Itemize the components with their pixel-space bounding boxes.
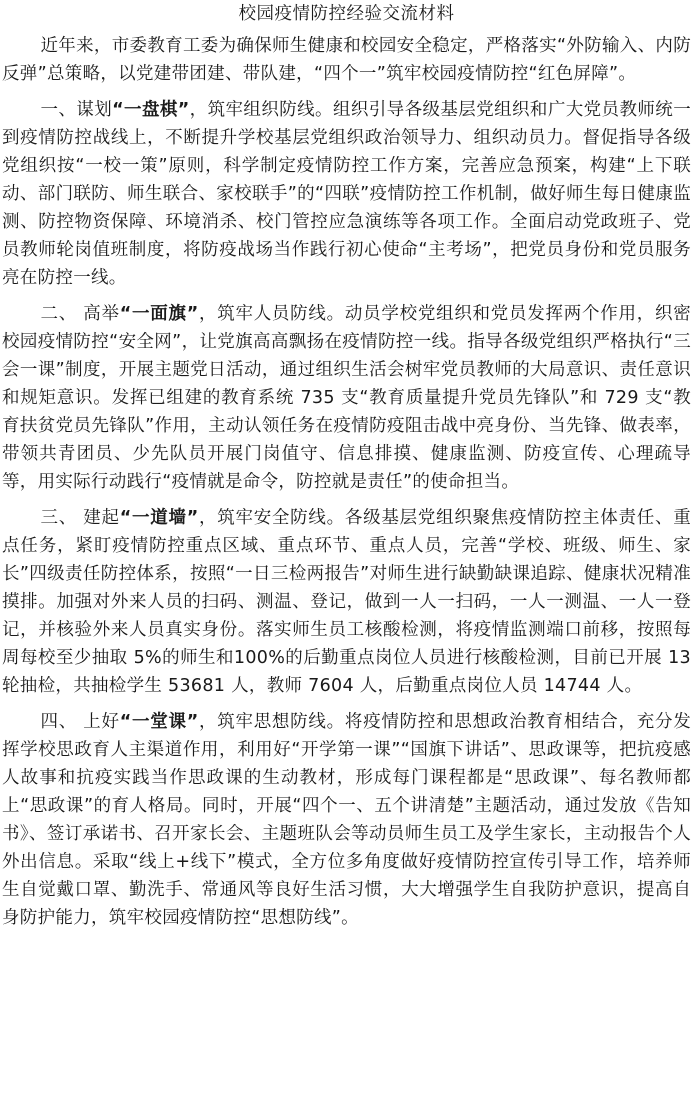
paragraph-intro: [2, 32, 691, 88]
section-3-text: ，筑牢安全防线。各级基层党组织聚焦疫情防控主体责任、重点任务，紧盯疫情防控重点区域、重点环节、重点人员，完善“学校、班级、师生、家长”四级责任防控体系，按照“一日三检两报告”对师生进行缺勤缺课追踪、健康状况精准摸排。加强对外来人员的扫码、测温、登记，做到一人一扫码，一人一测温、一人一登记，并核验外来人员真实身份。落实师生员工核酸检测，将疫情监测端口前移，按照每周每校至少抽取 5%的师生和100%的后勤重点岗位人员进行核酸检测，目前已开展 13 轮抽检，共抽检学生 53681 人，教师 7604 人，后勤重点岗位人员 14744 人。: [2, 508, 691, 696]
section-2-text: ，筑牢人员防线。动员学校党组织和党员发挥两个作用，织密校园疫情防控“安全网”，让党旗高高飘扬在疫情防控一线。指导各级党组织严格执行“三会一课”制度，开展主题党日活动，通过组织生活会树牢党员教师的大局意识、责任意识和规矩意识。发挥已组建的教育系统 735 支“教育质量提升党员先锋队”和 729 支“教育扶贫党员先锋队”作用，主动认领任务在疫情防疫阻击战中亮身份、当先锋、做表率，带领共青团员、少先队员开展门岗值守、信息排摸、健康监测、防疫宣传、心理疏导等，用实际行动践行“疫情就是命令，防控就是责任”的使命担当。: [2, 304, 691, 492]
document-title: 校园疫情防控经验交流材料: [238, 4, 455, 24]
section-1-text: ，筑牢组织防线。组织引导各级基层党组织和广大党员教师统一到疫情防控战线上，不断提升学校基层党组织政治领导力、组织动员力。督促指导各级党组织按“一校一策”原则，科学制定疫情防控工作方案，完善应急预案，构建“上下联动、部门联防、师生联合、家校联手”的“四联”疫情防控工作机制，做好师生每日健康监测、防控物资保障、环境消杀、校门管控应急演练等各项工作。全面启动党政班子、党员教师轮岗值班制度，将防疫战场当作践行初心使命“主考场”，把党员身份和党员服务亮在防控一线。: [2, 100, 691, 288]
document-page: [0, 2, 693, 1099]
paragraph-section-4: [2, 708, 691, 932]
section-4-lead-bold: “一堂课”: [119, 712, 199, 732]
section-3-lead-bold: “一道墙”: [119, 508, 199, 528]
paragraph-section-2: [2, 300, 691, 496]
section-3-lead: 三、 建起: [40, 508, 120, 528]
section-4-text: ，筑牢思想防线。将疫情防控和思想政治教育相结合，充分发挥学校思政育人主渠道作用，利用好“开学第一课”“国旗下讲话”、思政课等，把抗疫感人故事和抗疫实践当作思政课的生动教材，形成每门课程都是“思政课”、每名教师都上“思政课”的育人格局。同时，开展“四个一、五个讲清楚”主题活动，通过发放《告知书》、签订承诺书、召开家长会、主题班队会等动员师生员工及学生家长，主动报告个人外出信息。采取“线上+线下”模式，全方位多角度做好疫情防控宣传引导工作，培养师生自觉戴口罩、勤洗手、常通风等良好生活习惯，大大增强学生自我防护意识，提高自身防护能力，筑牢校园疫情防控“思想防线”。: [2, 712, 691, 928]
paragraph-intro-text: 近年来，市委教育工委为确保师生健康和校园安全稳定，严格落实“外防输入、内防反弹”总策略，以党建带团建、带队建，“四个一”筑牢校园疫情防控“红色屏障”。: [2, 36, 691, 84]
paragraph-section-1: [2, 96, 691, 292]
section-2-lead-bold: “一面旗”: [119, 304, 199, 324]
paragraph-section-3: [2, 504, 691, 700]
section-2-lead: 二、 高举: [40, 304, 120, 324]
section-1-lead: 一、谋划: [40, 100, 113, 120]
section-4-lead: 四、 上好: [40, 712, 120, 732]
section-1-lead-bold: “一盘棋”: [112, 100, 190, 120]
